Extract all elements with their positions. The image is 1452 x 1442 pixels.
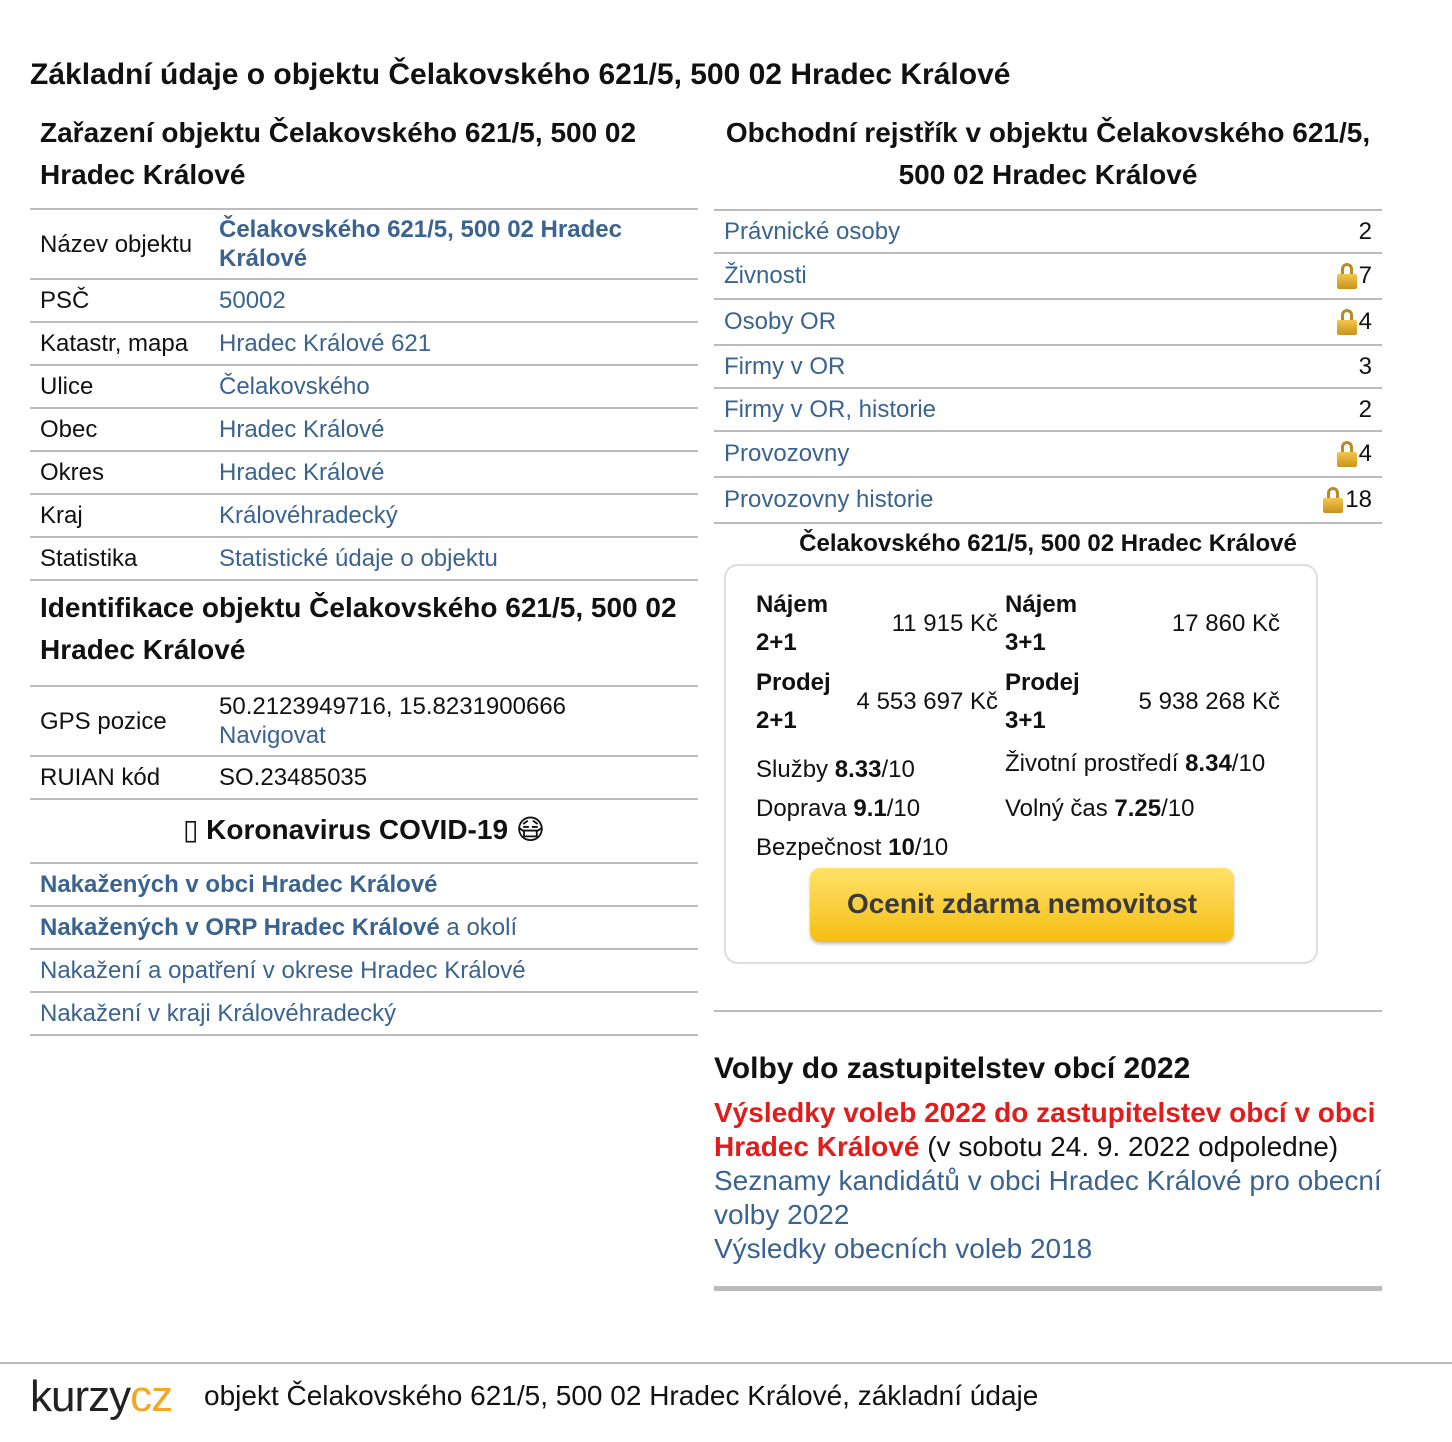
covid-okres-link[interactable]: Nakažení a opatření v okrese Hradec Králové bbox=[40, 957, 526, 984]
register-label-link[interactable]: Právnické osoby bbox=[724, 217, 901, 245]
row-key: Název objektu bbox=[30, 209, 209, 279]
register-count: 2 bbox=[1358, 395, 1372, 423]
rent-21-value: 11 915 Kč bbox=[891, 610, 998, 637]
classification-title: Zařazení objektu Čelakovského 621/5, 500 02 Hradec Králové bbox=[40, 117, 637, 190]
classification-table bbox=[30, 208, 698, 581]
row-key: PSČ bbox=[30, 279, 209, 322]
score-services: Služby 8.33/10 bbox=[756, 756, 915, 783]
psc-link[interactable]: 50002 bbox=[219, 287, 286, 314]
table-row bbox=[30, 408, 698, 451]
elections-title: Volby do zastupitelstev obcí 2022 bbox=[714, 1052, 1191, 1085]
table-row bbox=[714, 300, 1382, 346]
table-row bbox=[714, 389, 1382, 432]
register-count: 4 bbox=[1358, 308, 1372, 335]
register-count: 2 bbox=[1358, 217, 1372, 245]
register-table bbox=[714, 209, 1382, 524]
score-environment: Životní prostředí 8.34/10 bbox=[1005, 750, 1266, 777]
table-row bbox=[30, 686, 698, 756]
lock-icon[interactable] bbox=[1337, 441, 1357, 467]
table-row bbox=[714, 432, 1382, 478]
rent-31-label: Nájem 3+1 bbox=[1005, 591, 1078, 656]
sale-31-value: 5 938 268 Kč bbox=[1138, 688, 1280, 715]
identification-title: Identifikace objektu Čelakovského 621/5, 500 02 Hradec Králové bbox=[40, 592, 677, 665]
register-label-link[interactable]: Provozovny bbox=[724, 440, 850, 467]
table-row bbox=[30, 451, 698, 494]
placeholder-glyph-icon: ▯ bbox=[182, 814, 199, 845]
register-title: Obchodní rejstřík v objektu Čelakovského 621/5, 500 02 Hradec Králové bbox=[725, 117, 1371, 190]
elections-section bbox=[714, 1010, 1382, 1291]
list-item bbox=[30, 864, 698, 907]
sale-21-value: 4 553 697 Kč bbox=[856, 688, 998, 715]
street-link[interactable]: Čelakovského bbox=[219, 373, 370, 400]
price-address: Čelakovského 621/5, 500 02 Hradec Králové bbox=[799, 530, 1297, 557]
table-row bbox=[30, 756, 698, 799]
covid-kraj-link[interactable]: Nakažení v kraji Královéhradecký bbox=[40, 1000, 397, 1027]
row-key: Statistika bbox=[30, 537, 209, 580]
register-count: 7 bbox=[1358, 262, 1372, 289]
covid-links bbox=[30, 862, 698, 1036]
register-label-link[interactable]: Firmy v OR bbox=[724, 352, 846, 380]
score-transport: Doprava 9.1/10 bbox=[756, 795, 921, 822]
row-key: GPS pozice bbox=[30, 686, 209, 756]
candidates-link[interactable]: Seznamy kandidátů v obci Hradec Králové pro obecní volby 2022 bbox=[714, 1165, 1382, 1230]
row-key: Ulice bbox=[30, 365, 209, 408]
table-row bbox=[30, 209, 698, 279]
identification-table bbox=[30, 685, 698, 800]
row-key: Okres bbox=[30, 451, 209, 494]
table-row bbox=[30, 279, 698, 322]
score-leisure: Volný čas 7.25/10 bbox=[1005, 795, 1195, 822]
register-label-link[interactable]: Provozovny historie bbox=[724, 486, 934, 513]
footer bbox=[0, 1362, 1452, 1442]
lock-icon[interactable] bbox=[1323, 487, 1343, 513]
rent-31-value: 17 860 Kč bbox=[1171, 610, 1280, 637]
footer-text: objekt Čelakovského 621/5, 500 02 Hradec Králové, základní údaje bbox=[204, 1380, 1039, 1411]
left-column bbox=[30, 112, 698, 1036]
list-item bbox=[30, 950, 698, 993]
row-key: Obec bbox=[30, 408, 209, 451]
table-row bbox=[30, 537, 698, 580]
table-row bbox=[30, 365, 698, 408]
score-safety: Bezpečnost 10/10 bbox=[756, 834, 949, 861]
right-column bbox=[714, 112, 1382, 1264]
page-title: Základní údaje o objektu Čelakovského 621/5, 500 02 Hradec Králové bbox=[30, 58, 1011, 91]
evaluate-property-button[interactable]: Ocenit zdarma nemovitost bbox=[810, 868, 1234, 942]
table-row bbox=[30, 494, 698, 537]
results-2018-link[interactable]: Výsledky obecních voleb 2018 bbox=[714, 1233, 1093, 1264]
row-key: RUIAN kód bbox=[30, 756, 209, 799]
register-count: 18 bbox=[1345, 486, 1372, 513]
cadastre-link[interactable]: Hradec Králové 621 bbox=[219, 330, 432, 357]
ruian-value: SO.23485035 bbox=[209, 756, 698, 799]
table-row bbox=[714, 346, 1382, 389]
lock-icon[interactable] bbox=[1337, 309, 1357, 335]
table-row bbox=[30, 322, 698, 365]
statistics-link[interactable]: Statistické údaje o objektu bbox=[219, 545, 498, 572]
row-key: Kraj bbox=[30, 494, 209, 537]
navigate-link[interactable]: Navigovat bbox=[219, 722, 326, 749]
gps-value: 50.2123949716, 15.8231900666 bbox=[219, 693, 567, 720]
election-note: (v sobotu 24. 9. 2022 odpoledne) bbox=[927, 1131, 1339, 1162]
row-key: Katastr, mapa bbox=[30, 322, 209, 365]
table-row bbox=[714, 254, 1382, 300]
register-label-link[interactable]: Živnosti bbox=[724, 262, 807, 289]
covid-obec-link[interactable]: Nakažených v obci Hradec Králové bbox=[40, 871, 438, 898]
list-item bbox=[30, 993, 698, 1036]
covid-orp-link[interactable]: Nakažených v ORP Hradec Králové bbox=[40, 914, 440, 941]
divider bbox=[714, 1286, 1382, 1291]
mask-face-icon: 😷 bbox=[515, 814, 546, 845]
election-results-2022-link[interactable]: Výsledky voleb 2022 do zastupitelstev obcí v obci Hradec Králové bbox=[714, 1097, 1376, 1162]
register-label-link[interactable]: Osoby OR bbox=[724, 308, 837, 335]
rent-21-label: Nájem 2+1 bbox=[756, 591, 829, 656]
register-count: 4 bbox=[1358, 440, 1372, 467]
sale-31-label: Prodej 3+1 bbox=[1005, 669, 1080, 734]
price-card bbox=[724, 564, 1318, 964]
lock-icon[interactable] bbox=[1337, 263, 1357, 289]
sale-21-label: Prodej 2+1 bbox=[756, 669, 831, 734]
register-count: 3 bbox=[1358, 352, 1372, 380]
municipality-link[interactable]: Hradec Králové bbox=[219, 416, 385, 443]
register-label-link[interactable]: Firmy v OR, historie bbox=[724, 395, 937, 423]
region-link[interactable]: Královéhradecký bbox=[219, 502, 398, 529]
object-name-link[interactable]: Čelakovského 621/5, 500 02 Hradec Králové bbox=[219, 216, 622, 272]
list-item bbox=[30, 907, 698, 950]
kurzy-logo[interactable]: kurzycz bbox=[30, 1372, 173, 1421]
covid-orp-suffix-link[interactable]: a okolí bbox=[446, 914, 518, 941]
covid-title: ▯ Koronavirus COVID-19 😷 bbox=[182, 814, 546, 845]
table-row bbox=[714, 478, 1382, 524]
table-row bbox=[714, 211, 1382, 254]
district-link[interactable]: Hradec Králové bbox=[219, 459, 385, 486]
